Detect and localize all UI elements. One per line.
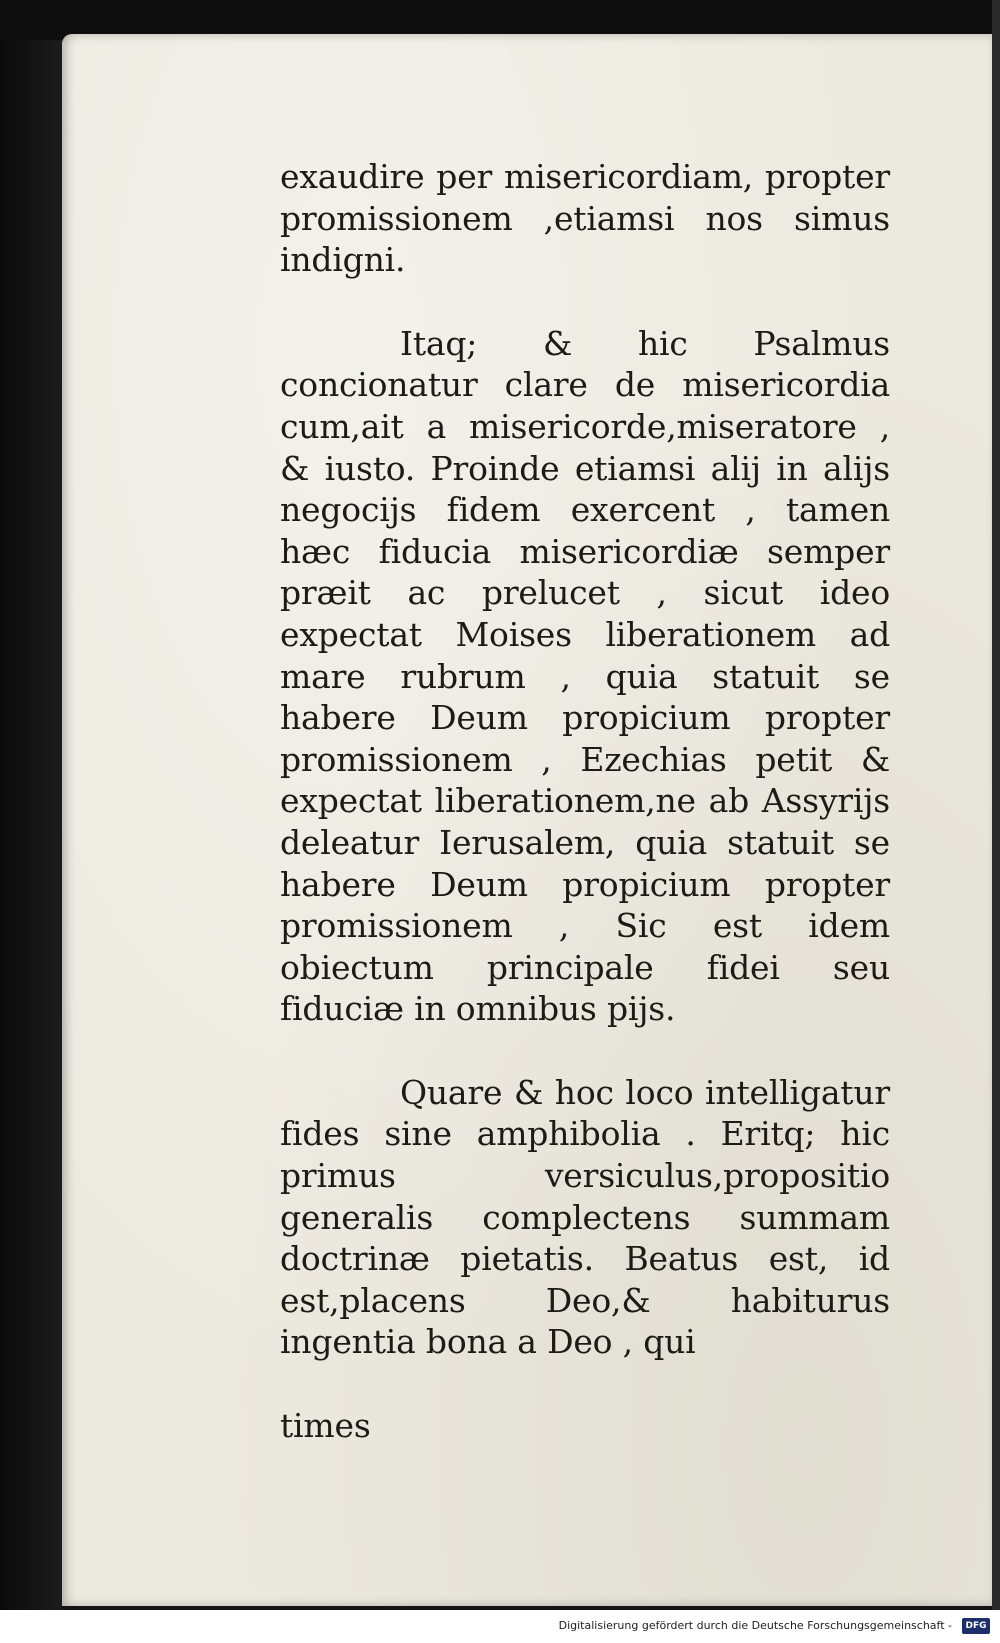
- scanner-right-edge: [992, 0, 1000, 1643]
- catchword: times: [280, 1406, 371, 1446]
- book-binding-shadow: [0, 40, 62, 1610]
- digitization-footer: [0, 1610, 1000, 1643]
- paragraph-2: Itaq; & hic Psalmus concionatur clare de misericordia cum,ait a misericorde,miseratore , & iusto. Proinde etiamsi alij in alijs negocijs fidem exercent , tamen hæc fiducia misericordiæ semper præit ac prelucet , sicut ideo expectat Moises liberationem ad mare rubrum , quia statuit se habere Deum propicium propter promissionem , Ezechias petit & expectat liberationem,ne ab Assyrijs deleatur Ierusalem, quia statuit se habere Deum propicium propter promissionem , Sic est idem obiectum principale fidei seu fiduciæ in omnibus pijs.: [280, 323, 890, 1029]
- book-page: [62, 34, 992, 1606]
- paragraph-3: Quare & hoc loco intelligatur fides sine amphibolia . Eritq; hic primus versiculus,propositio generalis complectens summam doctrinæ pietatis. Beatus est, id est,placens Deo,& habiturus ingentia bona a Deo , qui: [280, 1072, 890, 1362]
- dfg-logo-icon: DFG: [962, 1618, 990, 1634]
- funding-note: Digitalisierung gefördert durch die Deutsche Forschungsgemeinschaft -: [558, 1619, 952, 1632]
- page-text-block: [280, 156, 890, 1447]
- paragraph-1: exaudire per misericordiam, propter promissionem ,etiamsi nos simus indigni.: [280, 157, 890, 280]
